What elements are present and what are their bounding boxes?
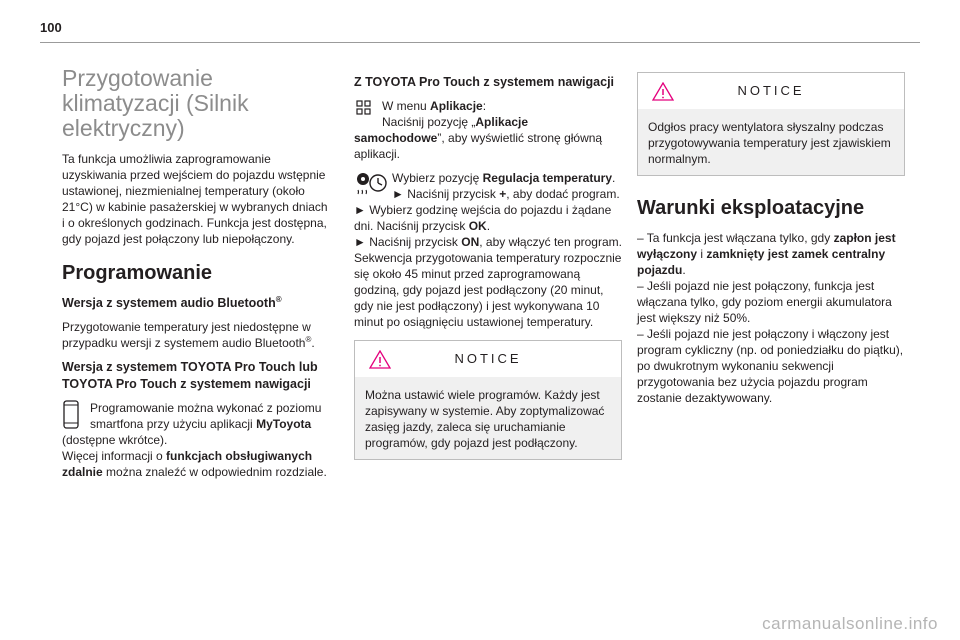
notice-box-programs — [354, 340, 622, 460]
section-title: Przygotowanie klimatyzacji (Silnik elektryczny) — [62, 65, 249, 141]
notice-body: Można ustawić wiele programów. Każdy jest zapisywany w systemie. Aby zoptymalizować zasięg jazdy, zaleca się uruchamianie programów, gdy pojazd jest podłączony. — [355, 377, 621, 459]
programowanie-heading: Programowanie — [62, 262, 213, 284]
fan-clock-icon — [354, 170, 388, 198]
smartphone-paragraph: Programowanie można wykonać z poziomu smartfona przy użyciu aplikacji MyToyota (dostępne wkrótce). Więcej informacji o funkcjach obsługiwanych zdalnie można znaleźć w odpowiednim rozdziale. — [62, 401, 327, 479]
condition-item: – Ta funkcja jest włączana tylko, gdy zapłon jest wyłączony i zamknięty jest zamek centralny pojazdu. – Jeśli pojazd nie jest połączony, funkcja jest włączana tylko, gdy poziom energii akumulatora jest większy niż 50%. – Jeśli pojazd nie jest połączony i włączony jest program cykliczny (np. od poniedziałku do piątku), po dwukrotnym wykonaniu sekwencji przygotowania bez użycia pojazdu program zostanie dezaktywowany. — [637, 231, 904, 405]
notice-header: NOTICE — [638, 73, 904, 109]
pro-touch-heading: Wersja z systemem TOYOTA Pro Touch lub TOYOTA Pro Touch z systemem nawigacji — [62, 360, 318, 391]
operating-conditions-heading: Warunki eksploatacyjne — [637, 197, 865, 219]
bluetooth-paragraph: Przygotowanie temperatury jest niedostępne w przypadku wersji z systemem audio Bluetooth®. — [62, 320, 315, 350]
notice-body: Odgłos pracy wentylatora słyszalny podczas przygotowywania temperatury jest zjawiskiem normalnym. — [638, 109, 904, 175]
nav-heading: Z TOYOTA Pro Touch z systemem nawigacji — [354, 75, 615, 89]
page-number: 100 — [40, 20, 62, 35]
bluetooth-heading: Wersja z systemem audio Bluetooth® — [62, 294, 282, 310]
apps-paragraph: W menu Aplikacje: Naciśnij pozycję „Aplikacje samochodowe”, aby wyświetlić stronę główną aplikacji. — [354, 99, 603, 161]
temperature-steps: Wybierz pozycję Regulacja temperatury. ► Naciśnij przycisk +, aby dodać program. ► Wybierz godzinę wejścia do pojazdu i żądane dni. Naciśnij przycisk OK. ► Naciśnij przycisk ON, aby włączyć ten program. Sekwencja przygotowania temperatury rozpocznie się około 45 minut przed zaprogramowaną godziną, gdy pojazd jest podłączony (20 minut, gdy nie jest podłączony) i jest wykonywana 10 minut po osiągnięciu ustawionej temperatury. — [354, 171, 622, 329]
smartphone-icon — [62, 400, 82, 430]
apps-grid-icon — [354, 98, 374, 128]
column-left — [62, 66, 330, 488]
warning-triangle-icon — [652, 82, 674, 101]
warning-triangle-icon — [369, 350, 391, 369]
notice-box-fan — [637, 72, 905, 176]
header-divider — [40, 42, 920, 43]
column-right — [637, 72, 905, 414]
intro-paragraph: Ta funkcja umożliwia zaprogramowanie uzyskiwania przed wejściem do pojazdu wstępnie ustawionej, niezmienialnej temperatury (około 21°C) w kabinie pasażerskiej w wybranych dniach i o określonych godzinach. Funkcja jest dostępna, gdy pojazd jest połączony lub niepołączony. — [62, 152, 328, 246]
notice-header: NOTICE — [355, 341, 621, 377]
column-middle — [354, 74, 622, 460]
watermark: carmanualsonline.info — [762, 614, 938, 633]
